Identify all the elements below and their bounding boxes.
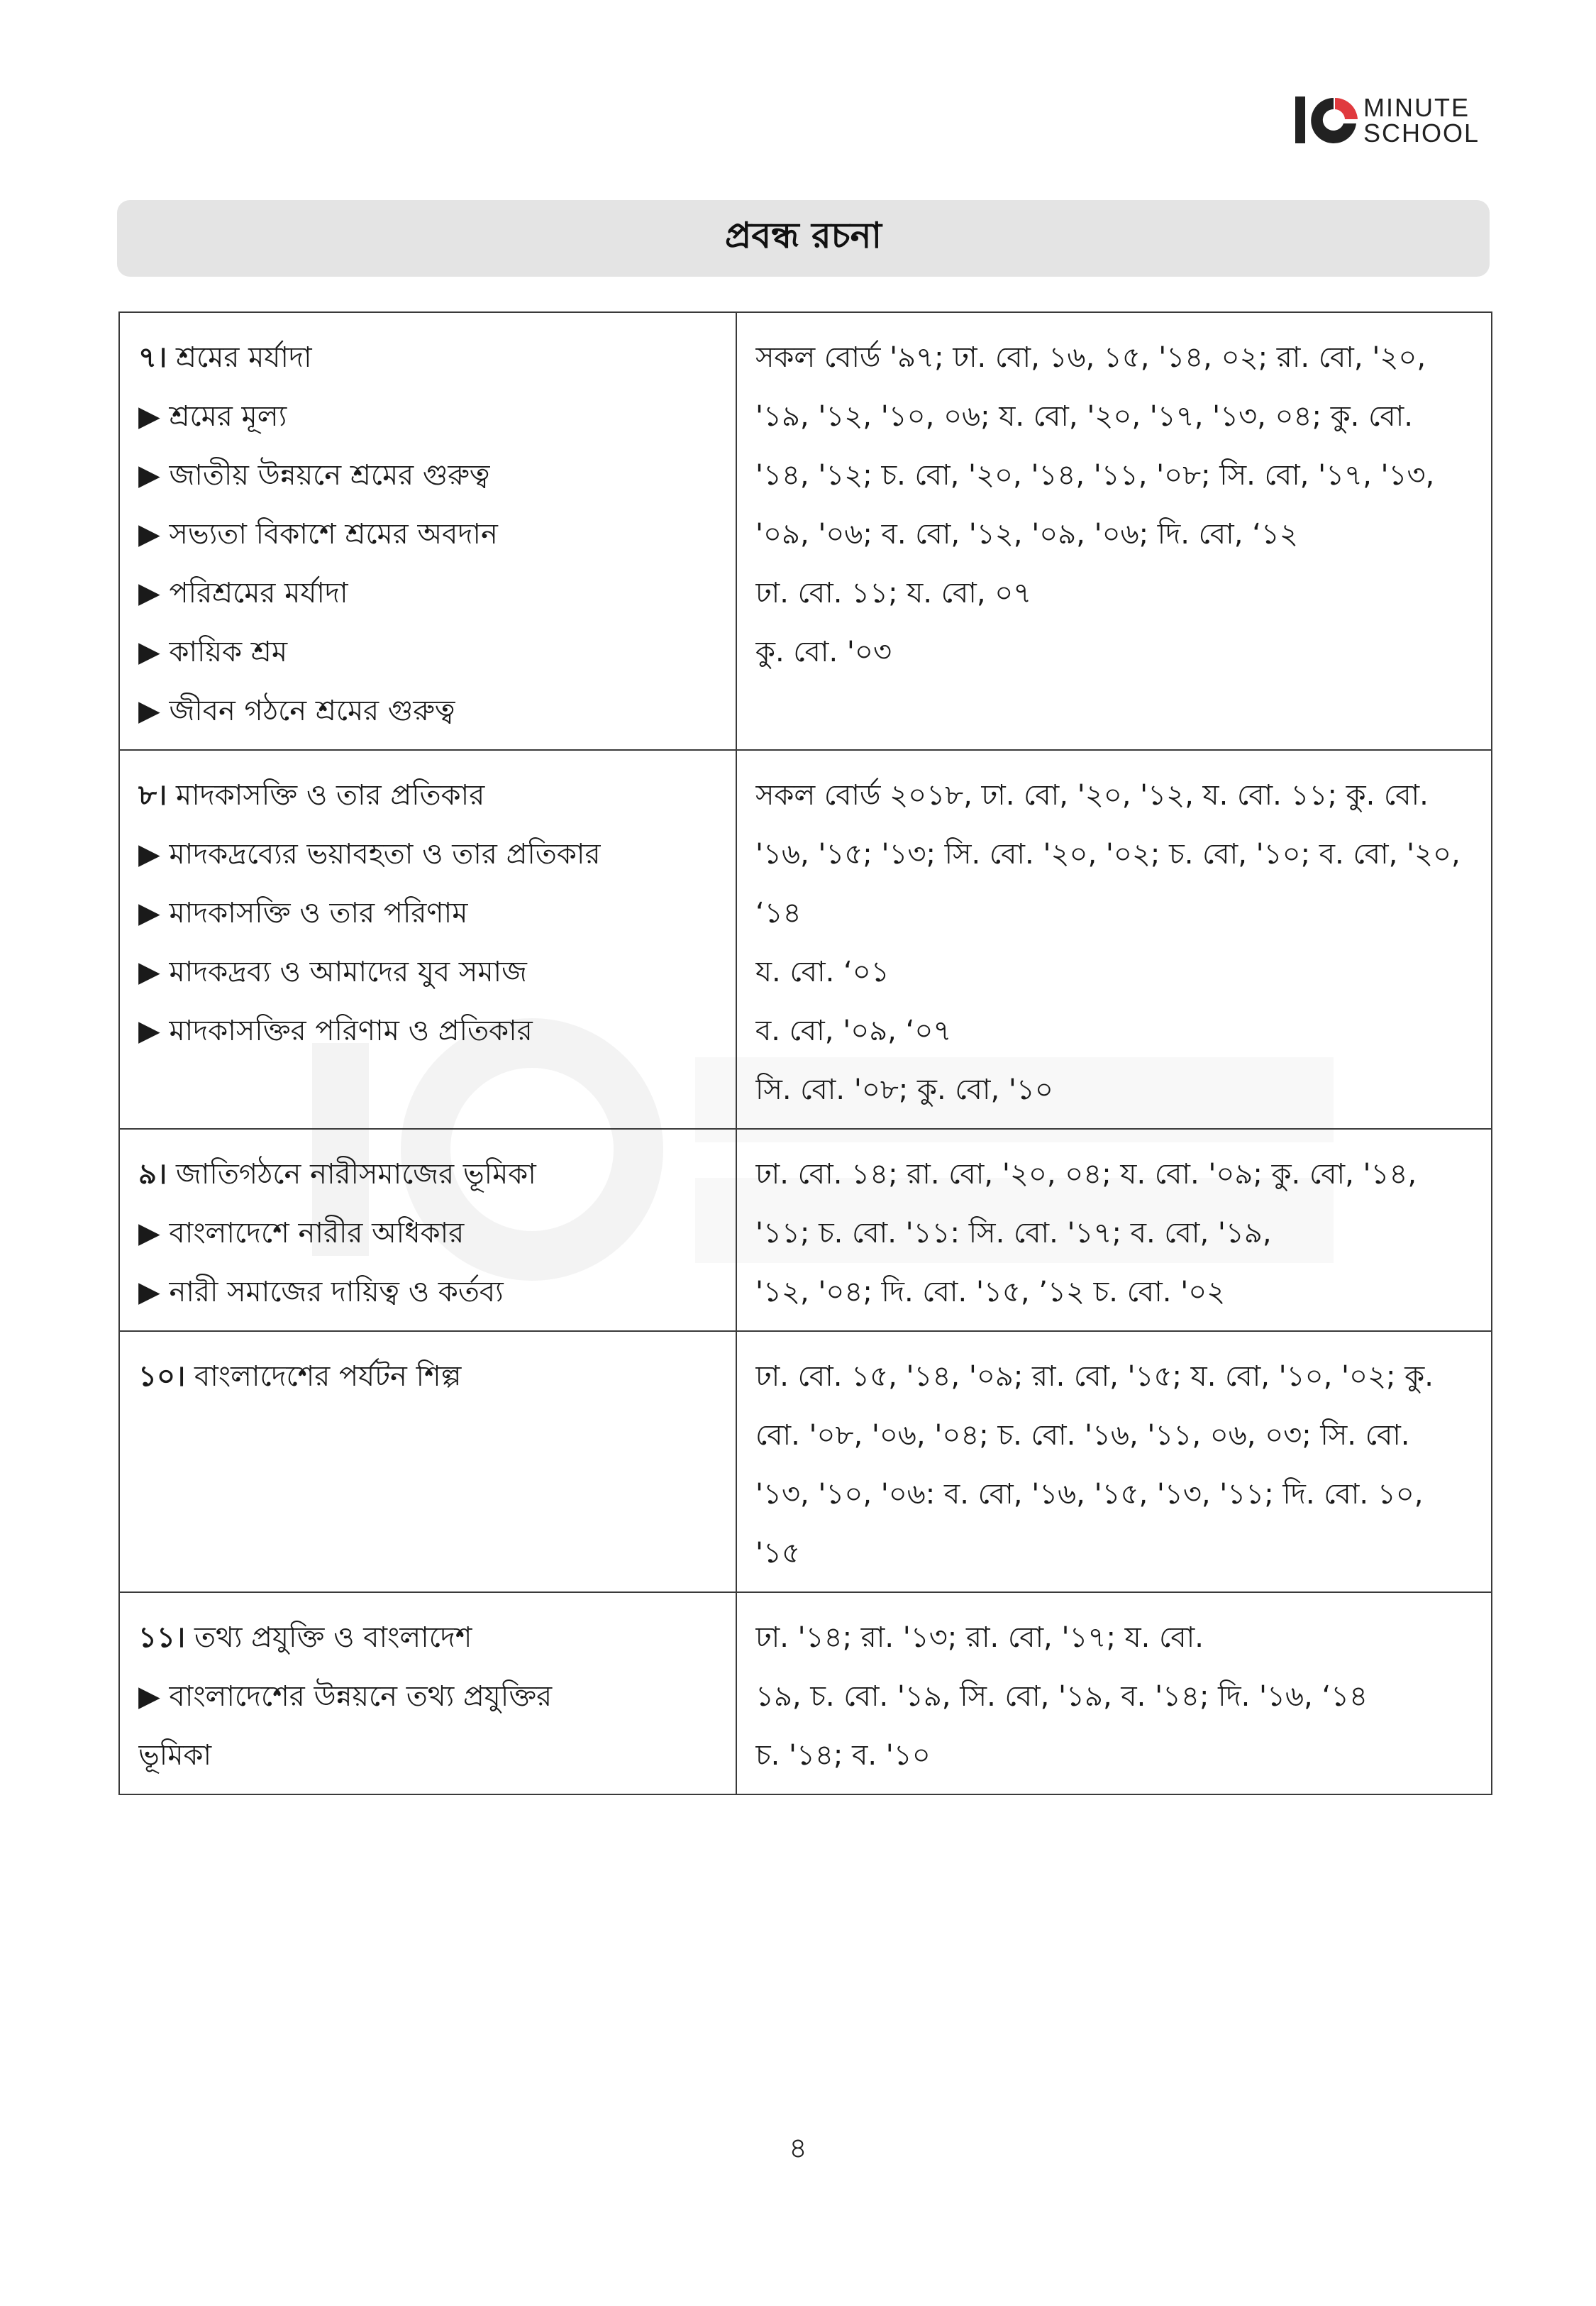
board-line: '১৪, '১২; চ. বো, '২০, '১৪, '১১, '০৮; সি. বো, '১৭, '১৩,: [755, 459, 1435, 492]
topic-title: তথ্য প্রযুক্তি ও বাংলাদেশ: [194, 1621, 472, 1654]
subtopic: ▶ কায়িক শ্রম: [138, 636, 288, 668]
topic-heading: [138, 1609, 717, 1667]
board-line: '১৬, '১৫; '১৩; সি. বো. '২০, '০২; চ. বো, '১০; ব. বো, '২০,: [755, 838, 1461, 871]
subtopic: ভূমিকা: [138, 1739, 212, 1772]
board-line: ১৯, চ. বো. '১৯, সি. বো, '১৯, ব. '১৪; দি. '১৬, ‘১৪: [755, 1680, 1368, 1713]
subtopic: ▶ মাদকাসক্তি ও তার পরিণাম: [138, 897, 468, 929]
topic-cell: [119, 312, 736, 750]
board-line: '০৯, '০৬; ব. বো, '১২, '০৯, '০৬; দি. বো, ‘১২: [755, 518, 1298, 551]
topic-title: জাতিগঠনে নারীসমাজের ভূমিকা: [175, 1158, 536, 1191]
topic-number: ১০।: [138, 1360, 186, 1393]
subtopic: ▶ বাংলাদেশের উন্নয়নে তথ্য প্রযুক্তির: [138, 1680, 553, 1713]
subtopic: ▶ পরিশ্রমের মর্যাদা: [138, 577, 348, 609]
board-line: ঢা. '১৪; রা. '১৩; রা. বো, '১৭; য. বো.: [755, 1621, 1204, 1654]
title-bar: [117, 200, 1490, 277]
table-row: [119, 312, 1492, 750]
topics-table: [118, 311, 1492, 1795]
subtopic: ▶ মাদকাসক্তির পরিণাম ও প্রতিকার: [138, 1015, 533, 1047]
table-row: [119, 1129, 1492, 1331]
board-line: ঢা. বো. ১৫, '১৪, '০৯; রা. বো, '১৫; য. বো, '১০, '০২; কু.: [755, 1360, 1434, 1393]
topic-number: ৮।: [138, 779, 167, 812]
subtopic: ▶ শ্রমের মূল্য: [138, 400, 287, 433]
board-line: '১৩, '১০, '০৬: ব. বো, '১৬, '১৫, '১৩, '১১; দি. বো. ১০,: [755, 1478, 1424, 1511]
logo: [1292, 91, 1487, 149]
board-cell: [736, 1331, 1492, 1592]
board-line: ‘১৪: [755, 897, 802, 929]
topic-number: ১১।: [138, 1621, 186, 1654]
board-line: সি. বো. '০৮; কু. বো, '১০: [755, 1074, 1053, 1106]
table-row: [119, 1592, 1492, 1794]
topic-number: ৯।: [138, 1158, 167, 1191]
subtopic: ▶ নারী সমাজের দায়িত্ব ও কর্তব্য: [138, 1276, 504, 1308]
board-line: বো. '০৮, '০৬, '০৪; চ. বো. '১৬, '১১, ০৬, ০৩; সি. বো.: [755, 1419, 1410, 1452]
topic-cell: [119, 750, 736, 1129]
topic-title: শ্রমের মর্যাদা: [176, 341, 312, 374]
page-number: ৪: [789, 2132, 807, 2165]
board-line: কু. বো. '০৩: [755, 636, 892, 668]
logo-word-school: SCHOOL: [1363, 118, 1480, 148]
logo-word-minute: MINUTE: [1363, 93, 1470, 122]
topic-title: বাংলাদেশের পর্যটন শিল্প: [194, 1360, 462, 1393]
table-row: [119, 750, 1492, 1129]
board-line: '১৫: [755, 1537, 800, 1569]
topic-number: ৭।: [138, 341, 167, 374]
subtopic: ▶ মাদকদ্রব্য ও আমাদের যুব সমাজ: [138, 956, 527, 988]
board-line: চ. '১৪; ব. '১০: [755, 1739, 931, 1772]
topic-cell: [119, 1129, 736, 1331]
board-line: সকল বোর্ড '৯৭; ঢা. বো, ১৬, ১৫, '১৪, ০২; রা. বো, '২০,: [755, 341, 1426, 374]
subtopic: ▶ মাদকদ্রব্যের ভয়াবহতা ও তার প্রতিকার: [138, 838, 601, 871]
board-line: ঢা. বো. ১৪; রা. বো, '২০, ০৪; য. বো. '০৯; কু. বো, '১৪,: [755, 1158, 1417, 1191]
subtopic: ▶ জীবন গঠনে শ্রমের গুরুত্ব: [138, 695, 455, 727]
board-line: ঢা. বো. ১১; য. বো, ০৭: [755, 577, 1032, 609]
subtopic: ▶ বাংলাদেশে নারীর অধিকার: [138, 1217, 465, 1249]
board-line: '১১; চ. বো. '১১: সি. বো. '১৭; ব. বো, '১৯,: [755, 1217, 1272, 1249]
board-cell: [736, 312, 1492, 750]
topic-heading: [138, 766, 717, 825]
board-line: য. বো. ‘০১: [755, 956, 890, 988]
subtopic: ▶ সভ্যতা বিকাশে শ্রমের অবদান: [138, 518, 498, 551]
board-line: '১৯, '১২, '১০, ০৬; য. বো, '২০, '১৭, '১৩, ০৪; কু. বো.: [755, 400, 1413, 433]
table-row: [119, 1331, 1492, 1592]
board-cell: [736, 750, 1492, 1129]
board-line: '১২, '০৪; দি. বো. '১৫, ’১২ চ. বো. '০২: [755, 1276, 1226, 1308]
board-cell: [736, 1129, 1492, 1331]
topic-title: মাদকাসক্তি ও তার প্রতিকার: [175, 779, 485, 812]
board-cell: [736, 1592, 1492, 1794]
subtopic: ▶ জাতীয় উন্নয়নে শ্রমের গুরুত্ব: [138, 459, 490, 492]
logo-mark-icon: [1292, 91, 1361, 149]
board-line: সকল বোর্ড ২০১৮, ঢা. বো, '২০, '১২, য. বো. ১১; কু. বো.: [755, 779, 1429, 812]
topic-cell: [119, 1592, 736, 1794]
topic-heading: [138, 1347, 717, 1406]
board-line: ব. বো, '০৯, ‘০৭: [755, 1015, 952, 1047]
topic-cell: [119, 1331, 736, 1592]
page-title: প্রবন্ধ রচনা: [725, 214, 882, 256]
topic-heading: [138, 329, 717, 387]
topic-heading: [138, 1145, 717, 1204]
